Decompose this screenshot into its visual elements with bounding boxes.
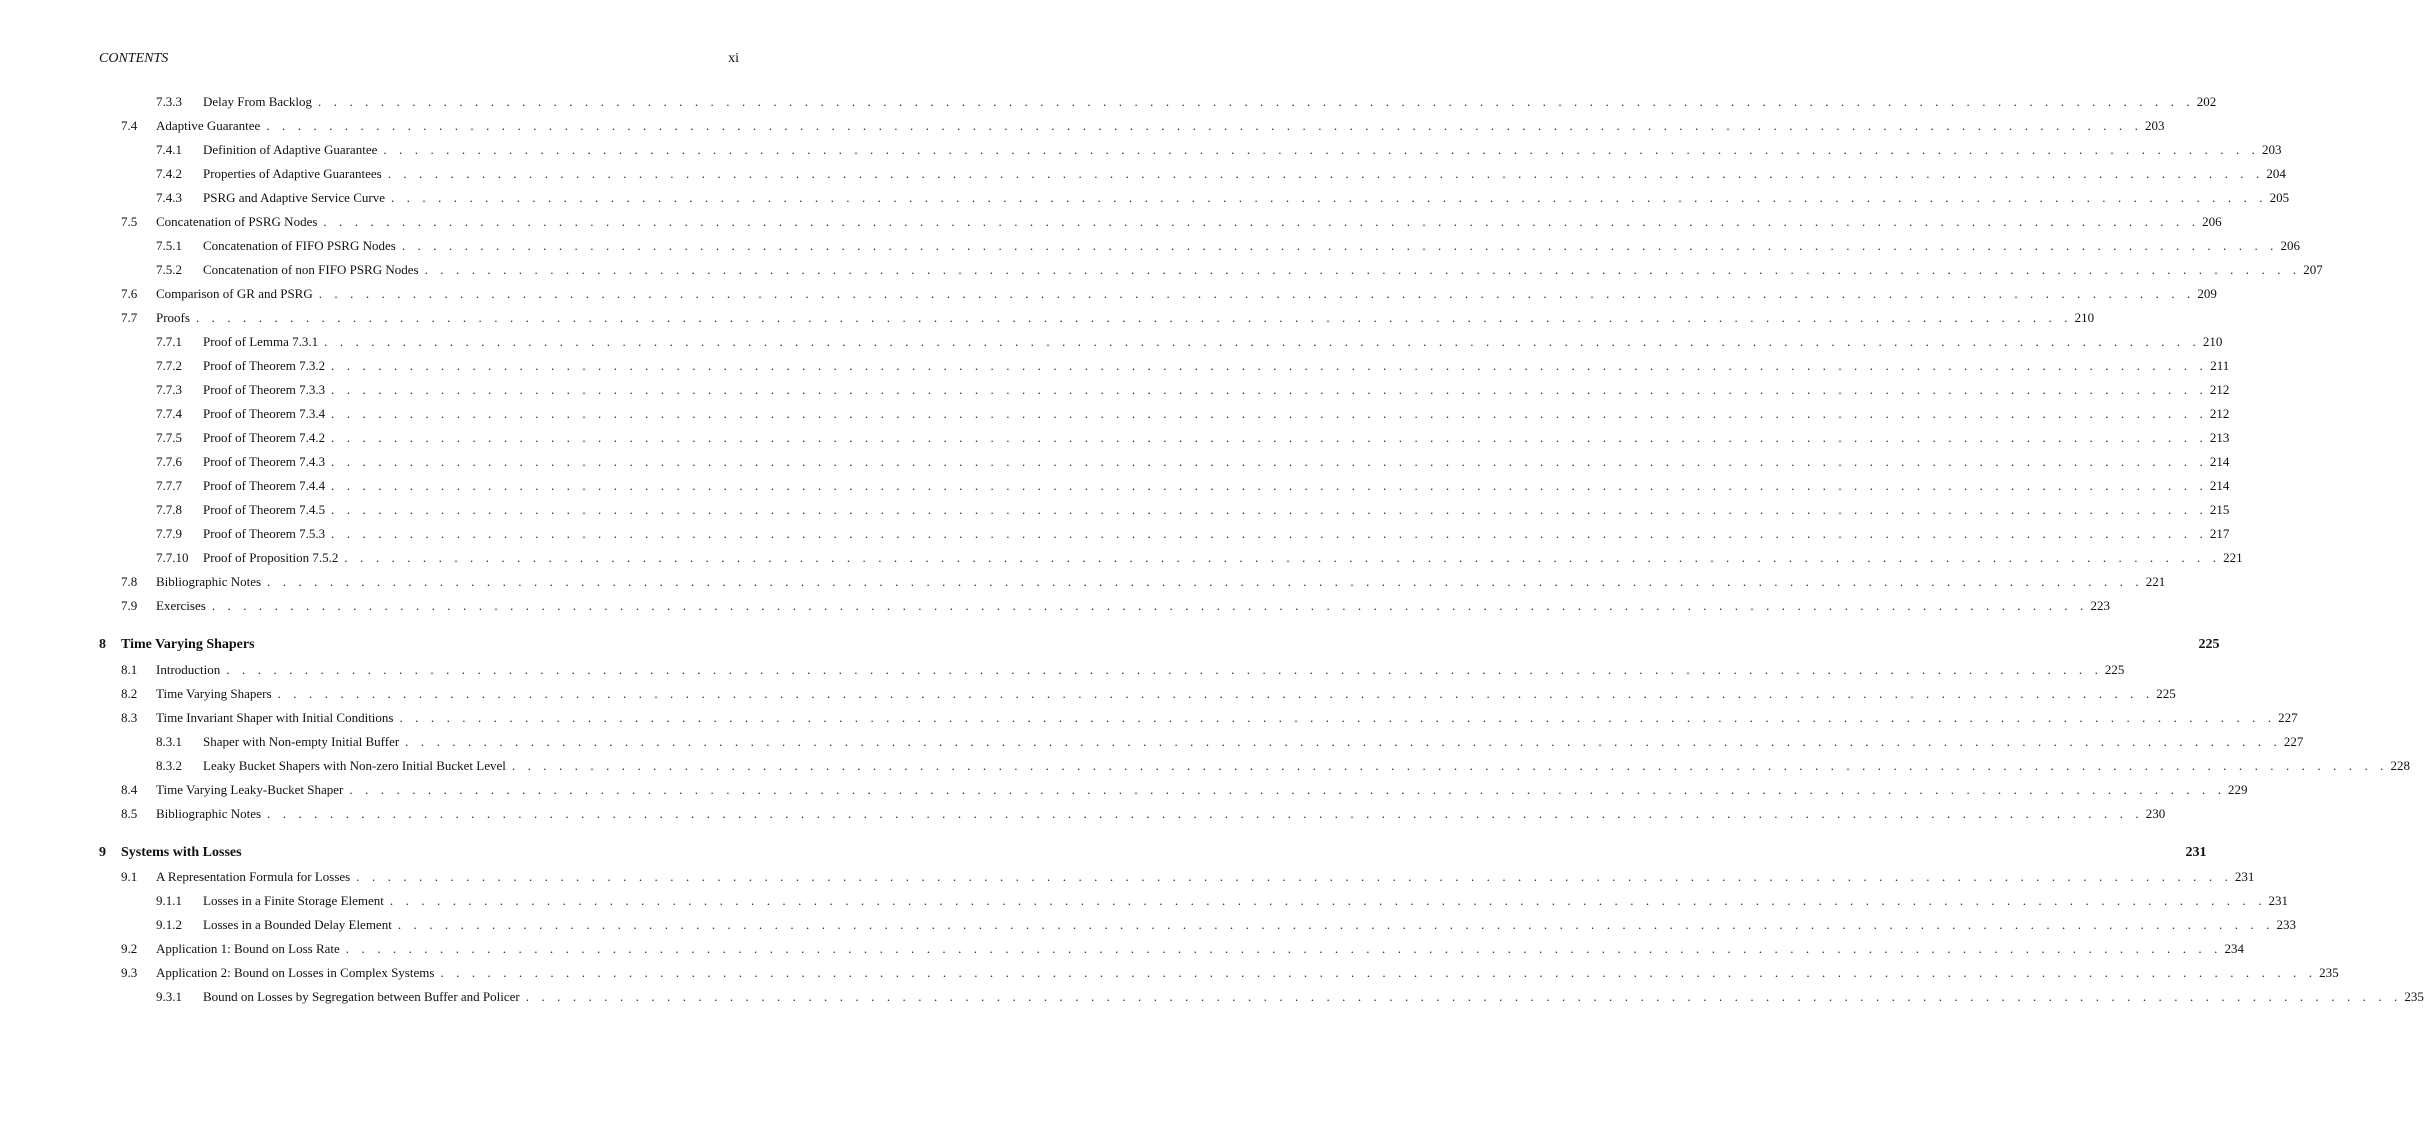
toc-entry-line [156, 117, 2165, 135]
toc-entry-line [156, 781, 2248, 799]
toc-section-entry[interactable] [0, 781, 2248, 799]
toc-entry-title: Proof of Theorem 7.3.2 [203, 358, 326, 373]
dot-leader: . . . . . . . . . . . . . . . . . . . . . . . . . . . . . . . . . . . . . . . . . . . . . . . . . . . . . . . . . . . . . . . . . . . . . . . . . . . . . . . . . . . . . . . . . . . . . . . . . . . . . . . . . . . . . . . . . . . . . . . . [318, 94, 2195, 109]
dot-leader: . . . . . . . . . . . . . . . . . . . . . . . . . . . . . . . . . . . . . . . . . . . . . . . . . . . . . . . . . . . . . . . . . . . . . . . . . . . . . . . . . . . . . . . . . . . . . . . . . . . . . . . . . . . . . . . . . . . . . . . . [405, 733, 2282, 749]
toc-entry-title: Adaptive Guarantee [156, 118, 261, 133]
toc-section-entry[interactable] [0, 964, 2339, 982]
toc-entry-line [203, 381, 2230, 399]
toc-entry-line [203, 892, 2289, 910]
toc-chapter-entry[interactable] [0, 844, 2207, 862]
toc-subsection-entry[interactable] [0, 93, 2217, 111]
dot-leader: . . . . . . . . . . . . . . . . . . . . . . . . . . . . . . . . . . . . . . . . . . . . . . . . . . . . . . . . . . . . . . . . . . . . . . . . . . . . . . . . . . . . . . . . . . . . . . . . . . . . . . . . . . . . . . . . . . . . . . . . [389, 893, 2267, 908]
toc-entry-number: 7.7.8 [156, 502, 182, 517]
toc-subsection-entry[interactable] [0, 733, 2304, 751]
toc-entry-page: 206 [2280, 238, 2300, 253]
toc-entry-title: Introduction [156, 661, 221, 677]
toc-entry-page: 233 [2276, 917, 2296, 932]
toc-subsection-entry[interactable] [0, 261, 2323, 279]
dot-leader: . . . . . . . . . . . . . . . . . . . . . . . . . . . . . . . . . . . . . . . . . . . . . . . . . . . . . . . . . . . . . . . . . . . . . . . . . . . . . . . . . . . . . . . . . . . . . . . . . . . . . . . . . . . . . . . . . . . . . . . . [331, 382, 2208, 397]
dot-leader: . . . . . . . . . . . . . . . . . . . . . . . . . . . . . . . . . . . . . . . . . . . . . . . . . . . . . . . . . . . . . . . . . . . . . . . . . . . . . . . . . . . . . . . . . . . . . . . . . . . . . . . . . . . . . . . . . . . . . . . . [195, 310, 2073, 325]
toc-entry-title: Proof of Proposition 7.5.2 [203, 550, 339, 565]
toc-section-entry[interactable] [0, 709, 2298, 727]
toc-entry-page: 231 [2185, 844, 2207, 860]
toc-entry-title: Losses in a Bounded Delay Element [203, 917, 392, 932]
toc-entry-line [203, 501, 2230, 519]
toc-entry-page: 215 [2209, 502, 2230, 517]
toc-entry-page: 234 [2224, 941, 2244, 956]
toc-entry-number: 9.1.1 [156, 893, 182, 908]
toc-entry-line [156, 597, 2110, 615]
dot-leader: . . . . . . . . . . . . . . . . . . . . . . . . . . . . . . . . . . . . . . . . . . . . . . . . . . . . . . . . . . . . . . . . . . . . . . . . . . . . . . . . . . . . . . . . . . . . . . . . . . . . . . . . . . . . . . . . . . . . . . . . [331, 406, 2208, 421]
toc-entry-line [203, 237, 2300, 255]
toc-entry-page: 204 [2266, 166, 2286, 181]
toc-section-entry[interactable] [0, 309, 2095, 327]
toc-entry-page: 205 [2269, 190, 2290, 205]
toc-entry-number: 7.5.1 [156, 238, 182, 253]
toc-entry-title: Time Varying Shapers [121, 637, 255, 652]
toc-entry-line [203, 916, 2296, 934]
toc-entry-line [121, 636, 2220, 654]
toc-entry-number: 7.7.5 [156, 430, 182, 445]
toc-entry-number: 7.7.9 [156, 526, 182, 541]
dot-leader: . . . . . . . . . . . . . . . . . . . . . . . . . . . . . . . . . . . . . . . . . . . . . . . . . . . . . . . . . . . . . . . . . . . . . . . . . . . . . . . . . . . . . . . . . . . . . . . . . . . . . . . . . . . . . . . . . . . . . . . . [401, 238, 2278, 253]
toc-entry-title: Proof of Lemma 7.3.1 [203, 334, 319, 349]
toc-entry-line [203, 141, 2282, 159]
toc-entry-page: 225 [2156, 685, 2176, 701]
toc-entry-number: 7.8 [121, 574, 138, 589]
toc-entry-page: 227 [2283, 733, 2304, 749]
toc-subsection-entry[interactable] [0, 525, 2230, 543]
toc-entry-page: 221 [2223, 550, 2243, 565]
toc-section-entry[interactable] [0, 573, 2166, 591]
toc-entry-line [203, 525, 2230, 543]
dot-leader: . . . . . . . . . . . . . . . . . . . . . . . . . . . . . . . . . . . . . . . . . . . . . . . . . . . . . . . . . . . . . . . . . . . . . . . . . . . . . . . . . . . . . . . . . . . . . . . . . . . . . . . . . . . . . . . . . . . . . . . . [323, 214, 2200, 229]
toc-entry-title: Proof of Theorem 7.4.2 [203, 430, 326, 445]
toc-entry-page: 210 [2202, 334, 2223, 349]
toc-chapter-entry[interactable] [0, 636, 2220, 654]
toc-entry-title: Definition of Adaptive Guarantee [203, 142, 378, 157]
toc-subsection-entry[interactable] [0, 357, 2230, 375]
toc-entry-page: 223 [2090, 598, 2110, 613]
toc-entry-line [156, 709, 2298, 727]
toc-entry-title: Proof of Theorem 7.5.3 [203, 526, 326, 541]
toc-entry-number: 7.9 [121, 598, 138, 613]
toc-entry-page: 212 [2209, 382, 2230, 397]
toc-entry-line [156, 573, 2166, 591]
toc-entry-page: 213 [2209, 430, 2230, 445]
dot-leader: . . . . . . . . . . . . . . . . . . . . . . . . . . . . . . . . . . . . . . . . . . . . . . . . . . . . . . . . . . . . . . . . . . . . . . . . . . . . . . . . . . . . . . . . . . . . . . . . . . . . . . . . . . . . . . . . . . . . . . . . [397, 917, 2274, 932]
toc-entry-line [156, 213, 2222, 231]
toc-entry-page: 235 [2319, 965, 2339, 980]
toc-subsection-entry[interactable] [0, 381, 2230, 399]
toc-entry-line [156, 285, 2217, 303]
toc-entry-title: Proof of Theorem 7.4.5 [203, 502, 326, 517]
dot-leader: . . . . . . . . . . . . . . . . . . . . . . . . . . . . . . . . . . . . . . . . . . . . . . . . . . . . . . . . . . . . . . . . . . . . . . . . . . . . . . . . . . . . . . . . . . . . . . . . . . . . . . . . . . . . . . . . . . . . . . . . [277, 685, 2154, 701]
toc-entry-number: 7.5.2 [156, 262, 182, 277]
toc-subsection-entry[interactable] [0, 549, 2243, 567]
toc-entry-number: 7.7.2 [156, 358, 182, 373]
toc-entry-page: 210 [2074, 310, 2095, 325]
toc-entry-title: Time Varying Leaky-Bucket Shaper [156, 781, 344, 797]
dot-leader: . . . . . . . . . . . . . . . . . . . . . . . . . . . . . . . . . . . . . . . . . . . . . . . . . . . . . . . . . . . . . . . . . . . . . . . . . . . . . . . . . . . . . . . . . . . . . . . . . . . . . . . . . . . . . . . . . . . . . . . . [226, 661, 2103, 677]
toc-entry-number: 7.7.10 [156, 550, 189, 565]
dot-leader: . . . . . . . . . . . . . . . . . . . . . . . . . . . . . . . . . . . . . . . . . . . . . . . . . . . . . . . . . . . . . . . . . . . . . . . . . . . . . . . . . . . . . . . . . . . . . . . . . . . . . . . . . . . . . . . . . . . . . . . . [331, 526, 2208, 541]
toc-entry-number: 8.2 [121, 685, 138, 701]
toc-entry-title: Properties of Adaptive Guarantees [203, 166, 382, 181]
toc-entry-title: Application 2: Bound on Losses in Complex Systems [156, 965, 435, 980]
toc-entry-title: Concatenation of non FIFO PSRG Nodes [203, 262, 419, 277]
toc-entry-line [203, 261, 2323, 279]
toc-entry-number: 9.3.1 [156, 989, 182, 1004]
toc-entry-page: 221 [2145, 574, 2166, 589]
toc-section-entry[interactable] [0, 597, 2110, 615]
toc-entry-line [203, 733, 2304, 751]
toc-entry-number: 9 [99, 844, 106, 860]
dot-leader: . . . . . . . . . . . . . . . . . . . . . . . . . . . . . . . . . . . . . . . . . . . . . . . . . . . . . . . . . . . . . . . . . . . . . . . . . . . . . . . . . . . . . . . . . . . . . . . . . . . . . . . . . . . . . . . . . . . . . . . . [356, 869, 2233, 884]
toc-entry-number: 9.1 [121, 869, 138, 884]
toc-subsection-entry[interactable] [0, 405, 2230, 423]
toc-entry-line [203, 453, 2230, 471]
toc-entry-page: 203 [2144, 118, 2165, 133]
toc-subsection-entry[interactable] [0, 141, 2282, 159]
dot-leader: . . . . . . . . . . . . . . . . . . . . . . . . . . . . . . . . . . . . . . . . . . . . . . . . . . . . . . . . . . . . . . . . . . . . . . . . . . . . . . . . . . . . . . . . . . . . . . . . . . . . . . . . . . . . . . . . . . . . . . . . [331, 358, 2208, 373]
toc-entry-page: 211 [2210, 358, 2230, 373]
toc-entry-page: 231 [2268, 893, 2289, 908]
toc-entry-number: 8 [99, 637, 106, 652]
dot-leader: . . . . . . . . . . . . . . . . . . . . . . . . . . . . . . . . . . . . . . . . . . . . . . . . . . . . . . . . . . . . . . . . . . . . . . . . . . . . . . . . . . . . . . . . . . . . . . . . . . . . . . . . . . . . . . . . . . . . . . . . [344, 550, 2221, 565]
toc-subsection-entry[interactable] [0, 333, 2223, 351]
toc-entry-title: Losses in a Finite Storage Element [203, 893, 384, 908]
toc-entry-title: Time Varying Shapers [156, 685, 272, 701]
dot-leader: . . . . . . . . . . . . . . . . . . . . . . . . . . . . . . . . . . . . . . . . . . . . . . . . . . . . . . . . . . . . . . . . . . . . . . . . . . . . . . . . . . . . . . . . . . . . . . . . . . . . . . . . . . . . . . . . . . . . . . . . [440, 965, 2317, 980]
toc-entry-line [203, 357, 2230, 375]
toc-section-entry[interactable] [0, 285, 2217, 303]
toc-subsection-entry[interactable] [0, 892, 2289, 910]
toc-subsection-entry[interactable] [0, 429, 2230, 447]
toc-entry-line [203, 477, 2230, 495]
toc-section-entry[interactable] [0, 661, 2125, 679]
toc-section-entry[interactable] [0, 868, 2255, 886]
toc-entry-line [203, 405, 2230, 423]
toc-entry-page: 214 [2209, 454, 2230, 469]
toc-entry-line [203, 988, 2424, 1006]
toc-subsection-entry[interactable] [0, 165, 2286, 183]
dot-leader: . . . . . . . . . . . . . . . . . . . . . . . . . . . . . . . . . . . . . . . . . . . . . . . . . . . . . . . . . . . . . . . . . . . . . . . . . . . . . . . . . . . . . . . . . . . . . . . . . . . . . . . . . . . . . . . . . . . . . . . . [424, 262, 2301, 277]
toc-entry-page: 229 [2228, 781, 2248, 797]
toc-entry-number: 9.1.2 [156, 917, 182, 932]
toc-section-entry[interactable] [0, 940, 2244, 958]
toc-entry-number: 7.7.1 [156, 334, 182, 349]
dot-leader: . . . . . . . . . . . . . . . . . . . . . . . . . . . . . . . . . . . . . . . . . . . . . . . . . . . . . . . . . . . . . . . . . . . . . . . . . . . . . . . . . . . . . . . . . . . . . . . . . . . . . . . . . . . . . . . . . . . . . . . . [387, 166, 2264, 181]
dot-leader: . . . . . . . . . . . . . . . . . . . . . . . . . . . . . . . . . . . . . . . . . . . . . . . . . . . . . . . . . . . . . . . . . . . . . . . . . . . . . . . . . . . . . . . . . . . . . . . . . . . . . . . . . . . . . . . . . . . . . . . . [390, 190, 2268, 205]
toc-entry-line [156, 964, 2339, 982]
toc-entry-page: 203 [2262, 142, 2282, 157]
toc-entry-title: Proof of Theorem 7.4.3 [203, 454, 326, 469]
toc-entry-page: 202 [2196, 94, 2217, 109]
toc-entry-title: A Representation Formula for Losses [156, 869, 351, 884]
toc-entry-line [203, 429, 2230, 447]
toc-entry-number: 7.7.3 [156, 382, 182, 397]
toc-entry-title: Time Invariant Shaper with Initial Conditions [156, 709, 394, 725]
toc-section-entry[interactable] [0, 117, 2165, 135]
dot-leader: . . . . . . . . . . . . . . . . . . . . . . . . . . . . . . . . . . . . . . . . . . . . . . . . . . . . . . . . . . . . . . . . . . . . . . . . . . . . . . . . . . . . . . . . . . . . . . . . . . . . . . . . . . . . . . . . . . . . . . . . [331, 478, 2208, 493]
toc-entry-number: 7.7 [121, 310, 138, 325]
toc-entry-line [203, 549, 2243, 567]
dot-leader: . . . . . . . . . . . . . . . . . . . . . . . . . . . . . . . . . . . . . . . . . . . . . . . . . . . . . . . . . . . . . . . . . . . . . . . . . . . . . . . . . . . . . . . . . . . . . . . . . . . . . . . . . . . . . . . . . . . . . . . . [318, 286, 2195, 301]
toc-entry-title: Concatenation of FIFO PSRG Nodes [203, 238, 396, 253]
toc-entry-title: Bibliographic Notes [156, 574, 262, 589]
dot-leader: . . . . . . . . . . . . . . . . . . . . . . . . . . . . . . . . . . . . . . . . . . . . . . . . . . . . . . . . . . . . . . . . . . . . . . . . . . . . . . . . . . . . . . . . . . . . . . . . . . . . . . . . . . . . . . . . . . . . . . . . [349, 781, 2226, 797]
toc-entry-line [156, 940, 2244, 958]
toc-entry-page: 231 [2234, 869, 2255, 884]
toc-entry-number: 7.4.3 [156, 190, 182, 205]
toc-entry-number: 8.3.1 [156, 733, 182, 749]
toc-entry-page: 225 [2198, 637, 2220, 652]
toc-entry-page: 212 [2209, 406, 2230, 421]
toc-entry-page: 225 [2104, 661, 2125, 677]
toc-entry-title: Bound on Losses by Segregation between Buffer and Policer [203, 989, 520, 1004]
toc-subsection-entry[interactable] [0, 916, 2296, 934]
toc-entry-title: Application 1: Bound on Loss Rate [156, 941, 340, 956]
toc-entry-page: 227 [2278, 709, 2298, 725]
toc-entry-title: Shaper with Non-empty Initial Buffer [203, 733, 400, 749]
toc-entry-number: 7.3.3 [156, 94, 182, 109]
toc-entry-line [156, 805, 2166, 823]
toc-subsection-entry[interactable] [0, 501, 2230, 519]
running-head: CONTENTS [99, 51, 169, 66]
toc-entry-line [203, 333, 2223, 351]
toc-entry-page: 206 [2202, 214, 2222, 229]
toc-entry-number: 8.1 [121, 661, 138, 677]
toc-subsection-entry[interactable] [0, 477, 2230, 495]
dot-leader: . . . . . . . . . . . . . . . . . . . . . . . . . . . . . . . . . . . . . . . . . . . . . . . . . . . . . . . . . . . . . . . . . . . . . . . . . . . . . . . . . . . . . . . . . . . . . . . . . . . . . . . . . . . . . . . . . . . . . . . . [331, 430, 2208, 445]
page-number: xi [728, 51, 739, 66]
toc-section-entry[interactable] [0, 213, 2222, 231]
toc-entry-number: 7.7.6 [156, 454, 182, 469]
toc-entry-number: 7.5 [121, 214, 138, 229]
toc-entry-number: 8.4 [121, 781, 138, 797]
toc-entry-number: 7.4.1 [156, 142, 182, 157]
dot-leader: . . . . . . . . . . . . . . . . . . . . . . . . . . . . . . . . . . . . . . . . . . . . . . . . . . . . . . . . . . . . . . . . . . . . . . . . . . . . . . . . . . . . . . . . . . . . . . . . . . . . . . . . . . . . . . . . . . . . . . . . [511, 757, 2389, 773]
toc-entry-line [203, 189, 2290, 207]
toc-entry-line [203, 757, 2411, 775]
toc-entry-page: 217 [2209, 526, 2230, 541]
toc-entry-title: Proofs [156, 310, 190, 325]
dot-leader: . . . . . . . . . . . . . . . . . . . . . . . . . . . . . . . . . . . . . . . . . . . . . . . . . . . . . . . . . . . . . . . . . . . . . . . . . . . . . . . . . . . . . . . . . . . . . . . . . . . . . . . . . . . . . . . . . . . . . . . . [267, 574, 2144, 589]
dot-leader: . . . . . . . . . . . . . . . . . . . . . . . . . . . . . . . . . . . . . . . . . . . . . . . . . . . . . . . . . . . . . . . . . . . . . . . . . . . . . . . . . . . . . . . . . . . . . . . . . . . . . . . . . . . . . . . . . . . . . . . . [267, 805, 2144, 821]
toc-entry-number: 7.4.2 [156, 166, 182, 181]
toc-entry-number: 9.2 [121, 941, 138, 956]
toc-entry-line [203, 93, 2217, 111]
toc-entry-line [156, 685, 2176, 703]
toc-entry-page: 214 [2209, 478, 2230, 493]
toc-entry-page: 230 [2145, 805, 2166, 821]
toc-section-entry[interactable] [0, 685, 2176, 703]
toc-entry-title: Exercises [156, 598, 206, 613]
toc-entry-number: 7.7.7 [156, 478, 182, 493]
toc-entry-page: 209 [2197, 286, 2217, 301]
toc-entry-title: Leaky Bucket Shapers with Non-zero Initial Bucket Level [203, 757, 506, 773]
toc-entry-line [156, 661, 2125, 679]
toc-entry-number: 9.3 [121, 965, 138, 980]
toc-entry-number: 8.3 [121, 709, 138, 725]
dot-leader: . . . . . . . . . . . . . . . . . . . . . . . . . . . . . . . . . . . . . . . . . . . . . . . . . . . . . . . . . . . . . . . . . . . . . . . . . . . . . . . . . . . . . . . . . . . . . . . . . . . . . . . . . . . . . . . . . . . . . . . . [399, 709, 2276, 725]
toc-entry-title: Systems with Losses [121, 844, 242, 860]
toc-entry-line [203, 165, 2286, 183]
toc-entry-title: Comparison of GR and PSRG [156, 286, 313, 301]
toc-entry-title: Concatenation of PSRG Nodes [156, 214, 318, 229]
toc-entry-title: Proof of Theorem 7.4.4 [203, 478, 326, 493]
dot-leader: . . . . . . . . . . . . . . . . . . . . . . . . . . . . . . . . . . . . . . . . . . . . . . . . . . . . . . . . . . . . . . . . . . . . . . . . . . . . . . . . . . . . . . . . . . . . . . . . . . . . . . . . . . . . . . . . . . . . . . . . [345, 941, 2222, 956]
dot-leader: . . . . . . . . . . . . . . . . . . . . . . . . . . . . . . . . . . . . . . . . . . . . . . . . . . . . . . . . . . . . . . . . . . . . . . . . . . . . . . . . . . . . . . . . . . . . . . . . . . . . . . . . . . . . . . . . . . . . . . . . [324, 334, 2201, 349]
dot-leader: . . . . . . . . . . . . . . . . . . . . . . . . . . . . . . . . . . . . . . . . . . . . . . . . . . . . . . . . . . . . . . . . . . . . . . . . . . . . . . . . . . . . . . . . . . . . . . . . . . . . . . . . . . . . . . . . . . . . . . . . [331, 454, 2208, 469]
toc-entry-number: 7.4 [121, 118, 138, 133]
toc-entry-number: 8.5 [121, 805, 138, 821]
toc-entry-number: 8.3.2 [156, 757, 182, 773]
toc-entry-title: Proof of Theorem 7.3.4 [203, 406, 326, 421]
toc-entry-title: Bibliographic Notes [156, 805, 262, 821]
toc-entry-line [156, 868, 2255, 886]
toc-subsection-entry[interactable] [0, 237, 2300, 255]
toc-entry-title: Delay From Backlog [203, 94, 313, 109]
page-header [99, 51, 739, 69]
dot-leader: . . . . . . . . . . . . . . . . . . . . . . . . . . . . . . . . . . . . . . . . . . . . . . . . . . . . . . . . . . . . . . . . . . . . . . . . . . . . . . . . . . . . . . . . . . . . . . . . . . . . . . . . . . . . . . . . . . . . . . . . [266, 118, 2143, 133]
toc-subsection-entry[interactable] [0, 757, 2411, 775]
toc-section-entry[interactable] [0, 805, 2166, 823]
toc-entry-line [121, 844, 2207, 862]
dot-leader: . . . . . . . . . . . . . . . . . . . . . . . . . . . . . . . . . . . . . . . . . . . . . . . . . . . . . . . . . . . . . . . . . . . . . . . . . . . . . . . . . . . . . . . . . . . . . . . . . . . . . . . . . . . . . . . . . . . . . . . . [525, 989, 2402, 1004]
toc-entry-title: PSRG and Adaptive Service Curve [203, 190, 385, 205]
toc-entry-number: 7.7.4 [156, 406, 182, 421]
toc-entry-page: 228 [2390, 757, 2411, 773]
toc-entry-title: Proof of Theorem 7.3.3 [203, 382, 326, 397]
dot-leader: . . . . . . . . . . . . . . . . . . . . . . . . . . . . . . . . . . . . . . . . . . . . . . . . . . . . . . . . . . . . . . . . . . . . . . . . . . . . . . . . . . . . . . . . . . . . . . . . . . . . . . . . . . . . . . . . . . . . . . . . [211, 598, 2088, 613]
toc-entry-number: 7.6 [121, 286, 138, 301]
toc-subsection-entry[interactable] [0, 453, 2230, 471]
toc-subsection-entry[interactable] [0, 988, 2424, 1006]
toc-entry-page: 235 [2404, 989, 2424, 1004]
toc-subsection-entry[interactable] [0, 189, 2290, 207]
toc-entry-line [156, 309, 2095, 327]
dot-leader: . . . . . . . . . . . . . . . . . . . . . . . . . . . . . . . . . . . . . . . . . . . . . . . . . . . . . . . . . . . . . . . . . . . . . . . . . . . . . . . . . . . . . . . . . . . . . . . . . . . . . . . . . . . . . . . . . . . . . . . . [383, 142, 2260, 157]
dot-leader: . . . . . . . . . . . . . . . . . . . . . . . . . . . . . . . . . . . . . . . . . . . . . . . . . . . . . . . . . . . . . . . . . . . . . . . . . . . . . . . . . . . . . . . . . . . . . . . . . . . . . . . . . . . . . . . . . . . . . . . . [331, 502, 2208, 517]
toc-entry-page: 207 [2303, 262, 2323, 277]
